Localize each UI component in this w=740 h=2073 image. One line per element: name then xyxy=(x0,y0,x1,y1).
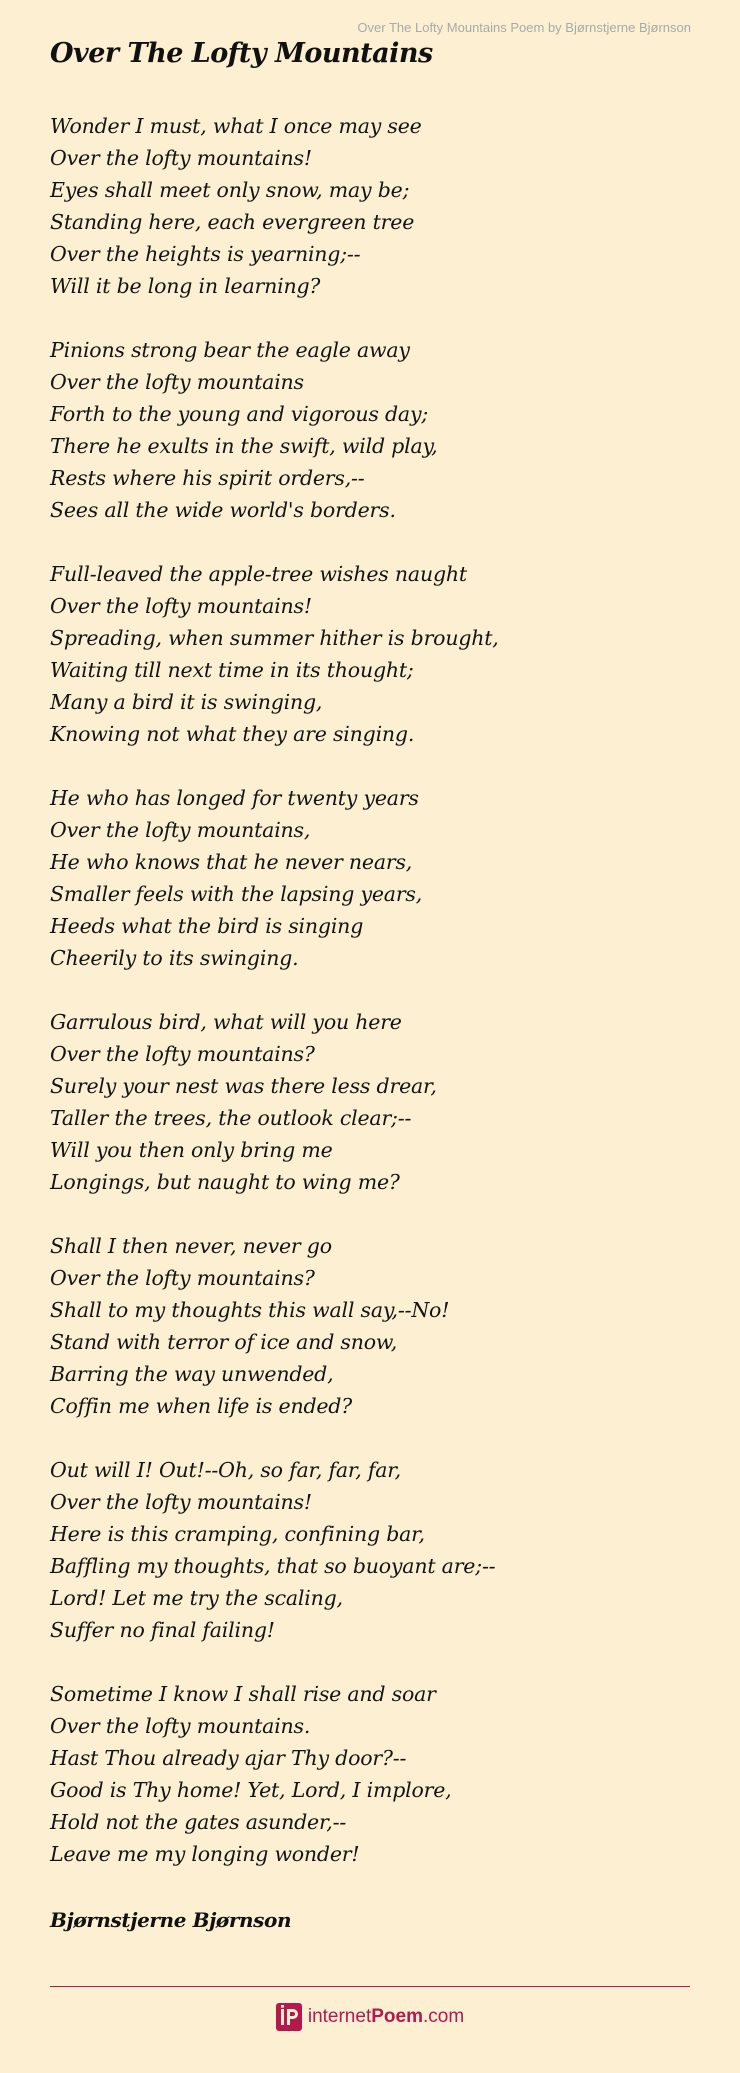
poem-line: Forth to the young and vigorous day; xyxy=(50,402,429,426)
poem-line: Sees all the wide world's borders. xyxy=(50,498,396,522)
poem-line: Knowing not what they are singing. xyxy=(50,722,415,746)
poem-line: Smaller feels with the lapsing years, xyxy=(50,882,423,906)
poem-line: Shall I then never, never go xyxy=(50,1234,332,1258)
internetpoem-logo-icon xyxy=(276,2003,302,2031)
poem-line: Suffer no final failing! xyxy=(50,1618,275,1642)
header-caption: Over The Lofty Mountains Poem by Bjørnstjerne Bjørnson xyxy=(357,20,691,35)
poem-line: Cheerily to its swinging. xyxy=(50,946,299,970)
stanza xyxy=(50,1454,700,1646)
poem-line: Rests where his spirit orders,-- xyxy=(50,466,365,490)
stanza xyxy=(50,558,700,750)
poem-line: Over the lofty mountains! xyxy=(50,594,312,618)
poem-line: Out will I! Out!--Oh, so far, far, far, xyxy=(50,1458,401,1482)
poem-body xyxy=(50,110,700,1902)
poem-line: Full-leaved the apple-tree wishes naught xyxy=(50,562,467,586)
poem-line: Surely your nest was there less drear, xyxy=(50,1074,437,1098)
poem-line: Will it be long in learning? xyxy=(50,274,321,298)
poem-line: Good is Thy home! Yet, Lord, I implore, xyxy=(50,1778,452,1802)
poem-line: Over the lofty mountains! xyxy=(50,1490,312,1514)
poem-line: Leave me my longing wonder! xyxy=(50,1842,360,1866)
poem-line: Heeds what the bird is singing xyxy=(50,914,364,938)
poem-line: He who knows that he never nears, xyxy=(50,850,413,874)
poem-line: Over the lofty mountains xyxy=(50,370,304,394)
poem-line: Over the lofty mountains. xyxy=(50,1714,311,1738)
poem-line: Here is this cramping, confining bar, xyxy=(50,1522,425,1546)
stanza xyxy=(50,1006,700,1198)
stanza xyxy=(50,1230,700,1422)
footer xyxy=(0,2001,740,2033)
poem-line: He who has longed for twenty years xyxy=(50,786,419,810)
poem-line: Over the lofty mountains? xyxy=(50,1266,315,1290)
brand-prefix: internet xyxy=(307,2006,372,2027)
poem-title: Over The Lofty Mountains xyxy=(50,38,433,69)
poem-line: Over the lofty mountains? xyxy=(50,1042,315,1066)
brand-strong: Poem xyxy=(371,2006,423,2027)
stanza xyxy=(50,1678,700,1870)
poem-line: Hold not the gates asunder,-- xyxy=(50,1810,347,1834)
internetpoem-logo-link[interactable] xyxy=(276,2003,464,2031)
poem-line: Eyes shall meet only snow, may be; xyxy=(50,178,410,202)
poem-author[interactable]: Bjørnstjerne Bjørnson xyxy=(50,1908,292,1932)
poem-line: Pinions strong bear the eagle away xyxy=(50,338,410,362)
poem-line: Shall to my thoughts this wall say,--No! xyxy=(50,1298,450,1322)
poem-line: Spreading, when summer hither is brought, xyxy=(50,626,499,650)
footer-divider xyxy=(50,1986,690,1987)
poem-line: Sometime I know I shall rise and soar xyxy=(50,1682,436,1706)
stanza xyxy=(50,782,700,974)
poem-line: Many a bird it is swinging, xyxy=(50,690,323,714)
poem-line: Standing here, each evergreen tree xyxy=(50,210,415,234)
poem-line: Wonder I must, what I once may see xyxy=(50,114,422,138)
poem-line: There he exults in the swift, wild play, xyxy=(50,434,438,458)
poem-line: Barring the way unwended, xyxy=(50,1362,334,1386)
poem-line: Stand with terror of ice and snow, xyxy=(50,1330,398,1354)
poem-line: Lord! Let me try the scaling, xyxy=(50,1586,343,1610)
stanza xyxy=(50,110,700,302)
poem-line: Hast Thou already ajar Thy door?-- xyxy=(50,1746,407,1770)
poem-line: Over the lofty mountains, xyxy=(50,818,311,842)
poem-line: Longings, but naught to wing me? xyxy=(50,1170,400,1194)
poem-line: Waiting till next time in its thought; xyxy=(50,658,414,682)
stanza xyxy=(50,334,700,526)
internetpoem-logo-text xyxy=(308,2006,464,2028)
poem-line: Taller the trees, the outlook clear;-- xyxy=(50,1106,412,1130)
poem-line: Over the lofty mountains! xyxy=(50,146,312,170)
poem-line: Will you then only bring me xyxy=(50,1138,333,1162)
poem-line: Garrulous bird, what will you here xyxy=(50,1010,402,1034)
poem-line: Over the heights is yearning;-- xyxy=(50,242,361,266)
poem-line: Baffling my thoughts, that so buoyant are;-- xyxy=(50,1554,496,1578)
poem-line: Coffin me when life is ended? xyxy=(50,1394,353,1418)
brand-suffix: .com xyxy=(422,2006,465,2027)
